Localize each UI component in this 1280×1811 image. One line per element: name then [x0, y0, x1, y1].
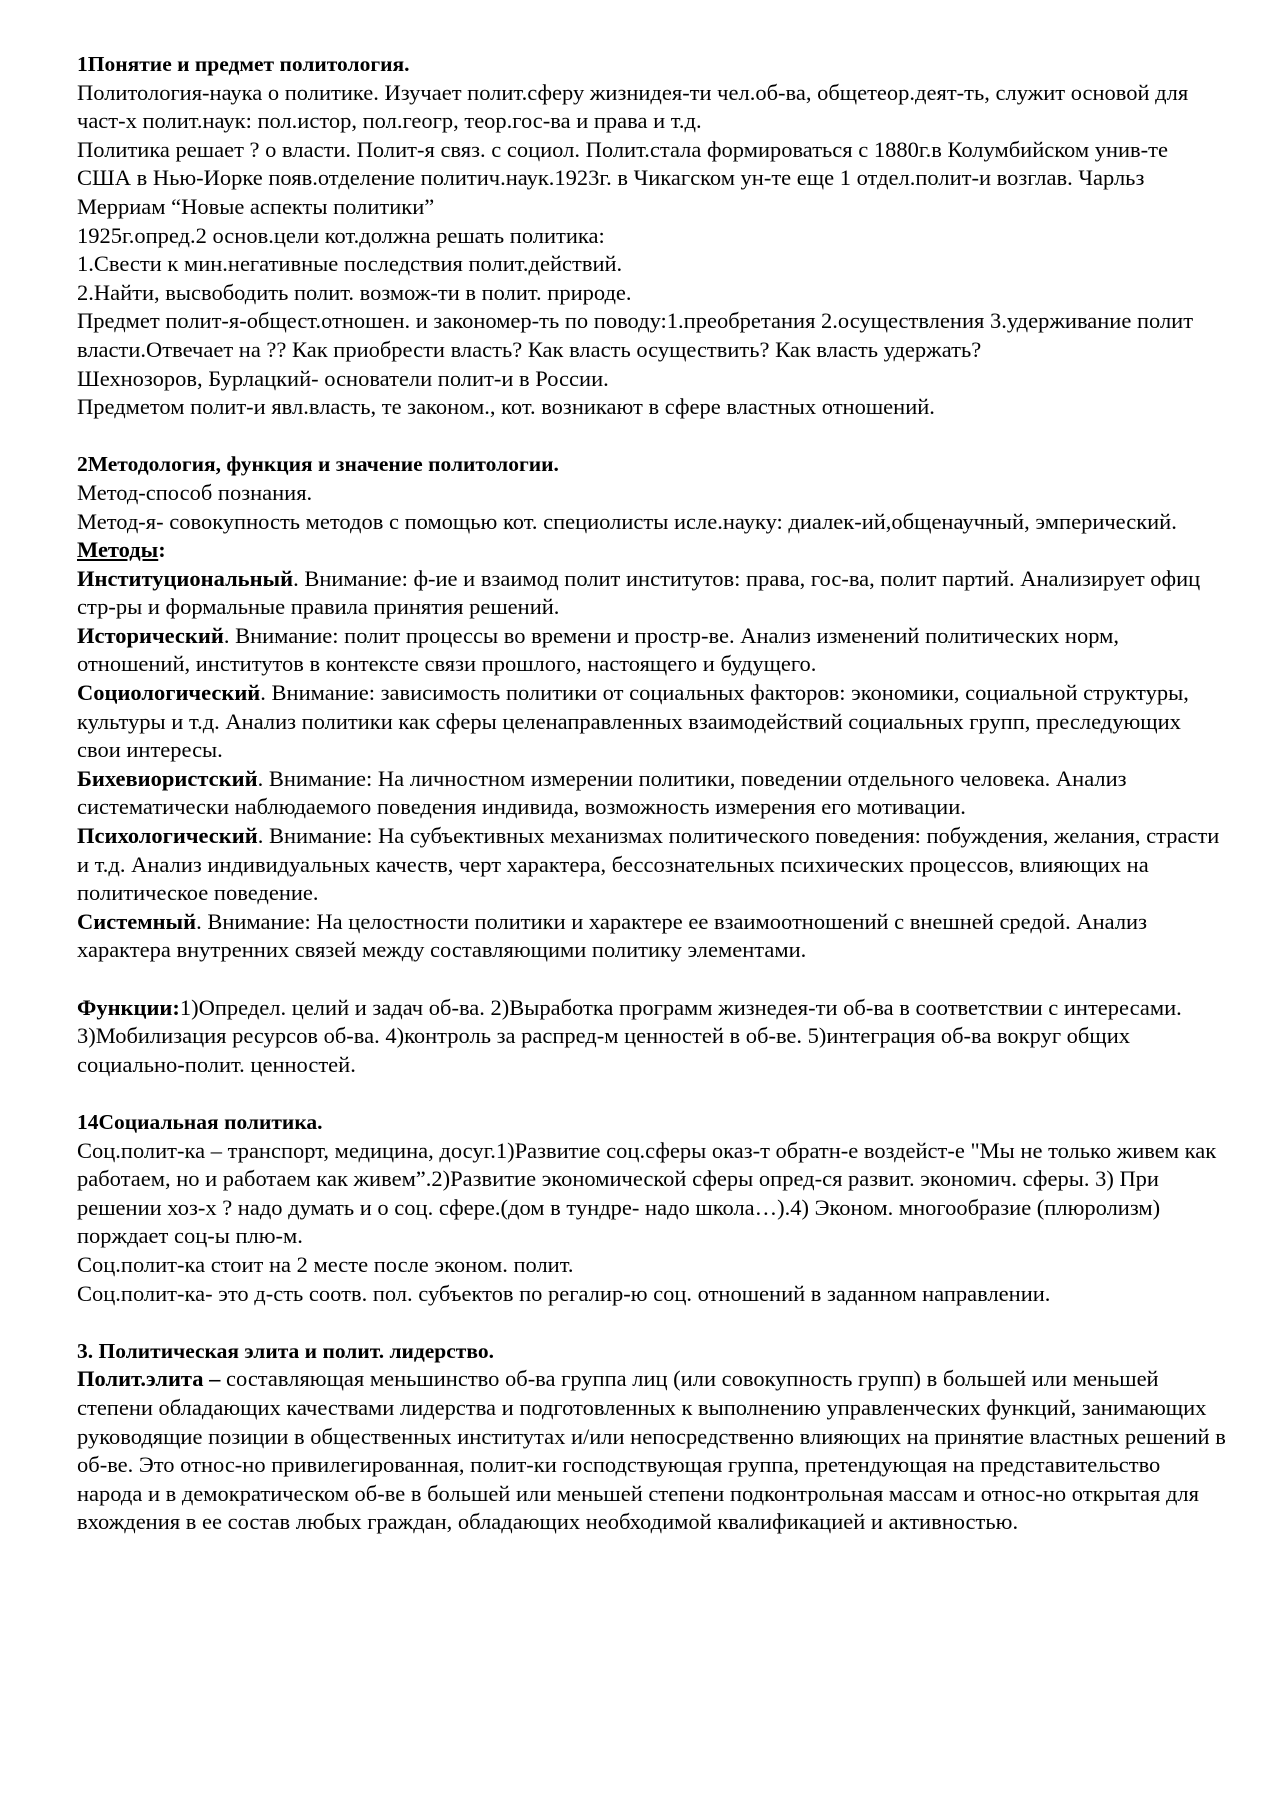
method-name: Системный: [77, 908, 197, 934]
document-page: [77, 50, 1227, 1537]
method-text: . Внимание: На субъективных механизмах политического поведения: побуждения, желания, страсти и т.д. Анализ индивидуальных качеств, черт характера, бессознательных психических процессов, влияющих на политическое поведение.: [77, 823, 1220, 906]
elite-paragraph: [77, 1365, 1227, 1537]
section-2-title: 2Методология, функция и значение политологии.: [77, 452, 559, 477]
spacer: [77, 1079, 1227, 1108]
method-item: [77, 565, 1227, 622]
method-item: [77, 822, 1227, 908]
method-item: [77, 679, 1227, 765]
section-1-line: Предметом полит-и явл.власть, те законом., кот. возникают в сфере властных отношений.: [77, 394, 935, 420]
spacer: [77, 1308, 1227, 1337]
method-name: Институциональный: [77, 565, 294, 591]
section-1-line: Шехнозоров, Бурлацкий- основатели полит-и в России.: [77, 365, 609, 391]
section-1-line: Политика решает ? о власти. Полит-я связ. с социол. Полит.стала формироваться с 1880г.в Колумбийском унив-те США в Нью-Иорке появ.отделение политич.наук.1923г. в Чикагском ун-те еще 1 отдел.полит-и возглав. Чарльз Мерриам “Новые аспекты политики”: [77, 136, 1168, 219]
functions-label: Функции:: [77, 994, 180, 1020]
section-1-line: 1925г.опред.2 основ.цели кот.должна решать политика:: [77, 222, 605, 248]
section-14-line: Соц.полит-ка стоит на 2 месте после эконом. полит.: [77, 1251, 574, 1277]
method-item: [77, 908, 1227, 965]
section-1-line: Предмет полит-я-общест.отношен. и закономер-ть по поводу:1.преобретания 2.осуществления 3.удерживание полит власти.Отвечает на ?? Как приобрести власть? Как власть осуществить? Как власть удержать?: [77, 308, 1194, 362]
method-item: [77, 622, 1227, 679]
elite-text: составляющая меньшинство об-ва группа лиц (или совокупность групп) в большей или меньшей степени обладающих качествами лидерства и подготовленных к выполнению управленческих функций, занимающих руководящие позиции в общественных институтах и/или непосредственно влияющих на принятие властных решений в об-ве. Это относ-но привилегированная, полит-ки господствующая группа, претендующая на представительство народа и в демократическом об-ве в большей или меньшей степени подконтрольная массам и относ-но открытая для вхождения в ее состав любых граждан, обладающих необходимой квалификацией и активностью.: [77, 1366, 1226, 1535]
section-1-line: Политология-наука о политике. Изучает полит.сферу жизнидея-ти чел.об-ва, общетеор.деят-ть, служит основой для част-х полит.наук: пол.истор, пол.геогр, теор.гос-ва и права и т.д.: [77, 79, 1189, 134]
section-14-line: Соц.полит-ка- это д-сть соотв. пол. субъектов по регалир-ю соц. отношений в заданном направлении.: [77, 1280, 1051, 1306]
section-2-line: Метод-способ познания.: [77, 479, 313, 505]
method-text: . Внимание: зависимость политики от социальных факторов: экономики, социальной структуры, культуры и т.д. Анализ политики как сферы целенаправленных взаимодействий социальных групп, преследующих свои интересы.: [77, 680, 1189, 763]
method-name: Исторический: [77, 622, 224, 648]
method-text: . Внимание: На личностном измерении политики, поведении отдельного человека. Анализ систематически наблюдаемого поведения индивида, возможность измерения его мотивации.: [77, 765, 1127, 820]
section-2-line: Метод-я- совокупность методов с помощью кот. специолисты исле.науку: диалек-ий,общенаучный, эмперический.: [77, 508, 1177, 534]
method-item: [77, 765, 1227, 822]
section-14-title: 14Социальная политика.: [77, 1109, 323, 1134]
spacer: [77, 965, 1227, 994]
methods-colon: :: [158, 537, 166, 563]
section-14-line: Соц.полит-ка – транспорт, медицина, досуг.1)Развитие соц.сферы оказ-т обратн-е воздейст-е "Мы не только живем как работаем, но и работаем как живем”.2)Развитие экономической сферы опред-ся развит. экономич. сферы. 3) При решении хоз-х ? надо думать и о соц. сфере.(дом в тундре- надо школа…).4) Эконом. многообразие (плюролизм) порждает соц-ы плю-м.: [77, 1137, 1217, 1249]
method-text: . Внимание: полит процессы во времени и простр-ве. Анализ изменений политических норм, отношений, институтов в контексте связи прошлого, настоящего и будущего.: [77, 622, 1119, 677]
functions-text: 1)Определ. целий и задач об-ва. 2)Выработка программ жизнедея-ти об-ва в соответствии с интересами. 3)Мобилизация ресурсов об-ва. 4)контроль за распред-м ценностей в об-ве. 5)интеграция об-ва вокруг общих социально-полит. ценностей.: [77, 994, 1182, 1077]
method-name: Психологический: [77, 823, 258, 849]
methods-label: Методы: [77, 537, 159, 563]
method-text: . Внимание: На целостности политики и характере ее взаимоотношений с внешней средой. Анализ характера внутренних связей между составляющими политику элементами.: [77, 908, 1147, 963]
functions-paragraph: [77, 994, 1227, 1080]
methods-heading: [77, 536, 1227, 565]
method-text: . Внимание: ф-ие и взаимод полит институтов: права, гос-ва, полит партий. Анализирует офиц стр-ры и формальные правила принятия решений.: [77, 565, 1201, 620]
elite-term: Полит.элита –: [77, 1366, 221, 1392]
section-1-line: 2.Найти, высвободить полит. возмож-ти в полит. природе.: [77, 279, 632, 305]
spacer: [77, 422, 1227, 451]
section-1-title: 1Понятие и предмет политология.: [77, 52, 410, 76]
section-1-line: 1.Свести к мин.негативные последствия полит.действий.: [77, 251, 623, 277]
method-name: Бихевиористский: [77, 765, 258, 791]
method-name: Социологический: [77, 680, 261, 706]
section-3-title: 3. Политическая элита и полит. лидерство.: [77, 1338, 494, 1363]
